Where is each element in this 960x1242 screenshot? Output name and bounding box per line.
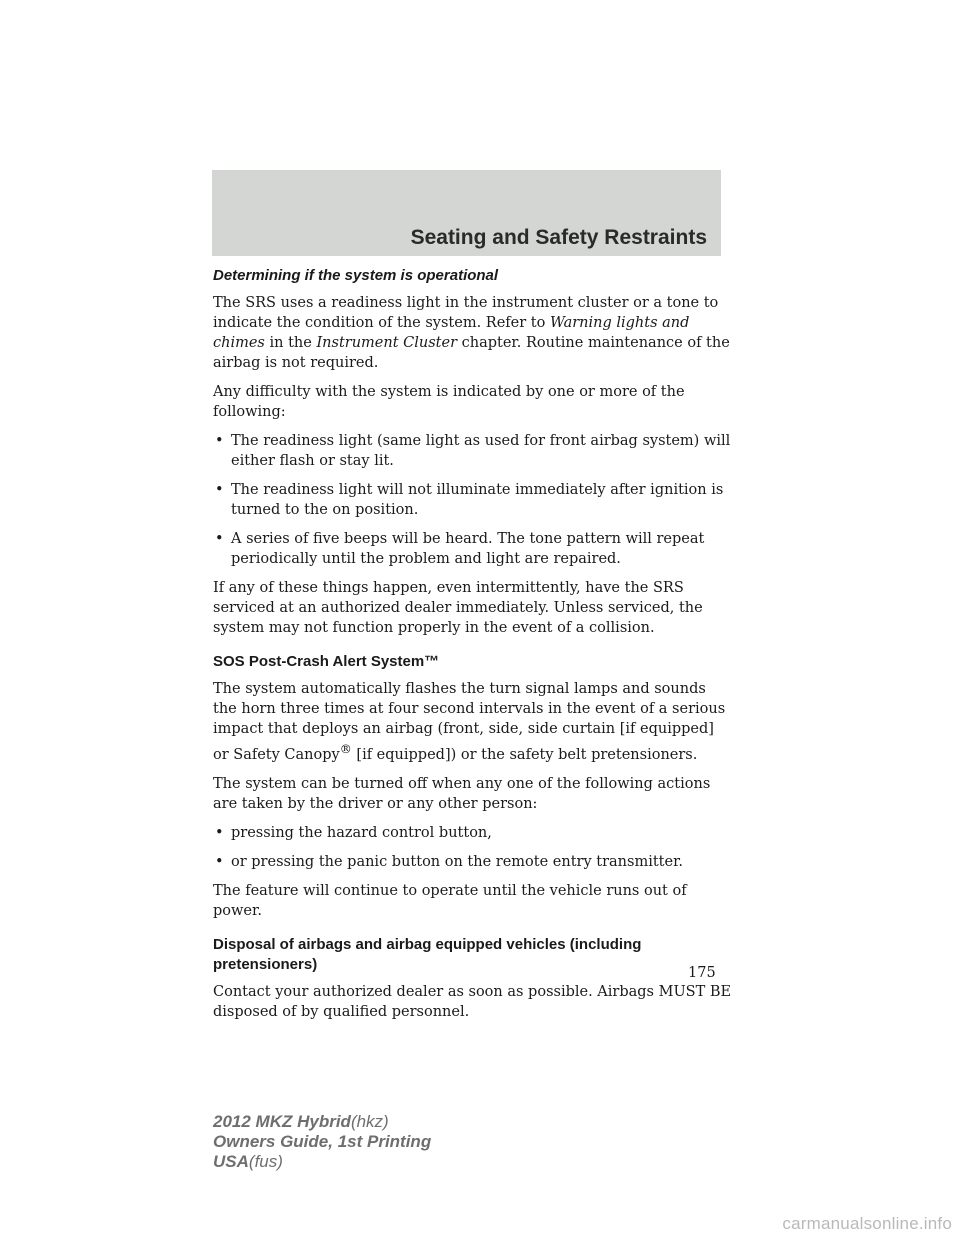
paragraph-turn-off: The system can be turned off when any one of the following actions are taken by the driver or any other person: (213, 775, 711, 812)
list-item: • The readiness light will not illuminate immediately after ignition is turned to the on position. (215, 482, 724, 518)
page-content (213, 266, 733, 1031)
paragraph-difficulty: Any difficulty with the system is indicated by one or more of the following: (213, 384, 685, 420)
bullet-icon: • (215, 433, 224, 449)
bullet-icon: • (215, 531, 224, 547)
list-item: • The readiness light (same light as used for front airbag system) will either flash or stay lit. (215, 433, 731, 469)
reference-instrument-cluster: Instrument Cluster (316, 335, 457, 351)
print-footer: 2012 MKZ Hybrid(hkz) Owners Guide, 1st Printing USA(fus) (213, 1112, 432, 1171)
paragraph-srs-readiness: The SRS uses a readiness light in the instrument cluster or a tone to indicate the condition of the system. Refer to Warning lights and chimes in the Instrument Cluster chapter. Routine maintenance of the airbag is not required. (213, 295, 730, 371)
bullet-icon: • (215, 824, 224, 841)
section-heading-disposal: Disposal of airbags and airbag equipped vehicles (including pretensioners) (213, 935, 642, 973)
chapter-title: Seating and Safety Restraints (410, 226, 707, 249)
reference-warning-lights: Warning lights and chimes (213, 315, 690, 351)
section-heading-operational: Determining if the system is operational (213, 267, 499, 284)
chapter-header-band (212, 170, 721, 256)
paragraph-sos-description: The system automatically flashes the turn signal lamps and sounds the horn three times at four second intervals in the event of a serious impact that deploys an airbag (front, side, side curtain [if equipped] or Safety Canopy® [if equipped]) or the safety belt pretensioners. (213, 681, 726, 763)
list-item: • or pressing the panic button on the remote entry transmitter. (215, 853, 684, 870)
paragraph-service: If any of these things happen, even intermittently, have the SRS serviced at an authorized dealer immediately. Unless serviced, the system may not function properly in the event of a collision. (213, 580, 703, 636)
list-item: • A series of five beeps will be heard. The tone pattern will repeat periodically until the problem and light are repaired. (215, 531, 705, 567)
registered-mark: ® (339, 742, 352, 756)
paragraph-power: The feature will continue to operate until the vehicle runs out of power. (213, 882, 687, 919)
section-heading-sos: SOS Post-Crash Alert System™ (213, 653, 440, 670)
watermark-link[interactable]: carmanualsonline.info (782, 1214, 952, 1233)
bullet-icon: • (215, 853, 224, 870)
page-number: 175 (688, 965, 716, 981)
list-item: • pressing the hazard control button, (215, 824, 492, 841)
bullet-icon: • (215, 482, 224, 498)
paragraph-disposal: Contact your authorized dealer as soon as possible. Airbags MUST BE disposed of by qualified personnel. (213, 983, 732, 1020)
